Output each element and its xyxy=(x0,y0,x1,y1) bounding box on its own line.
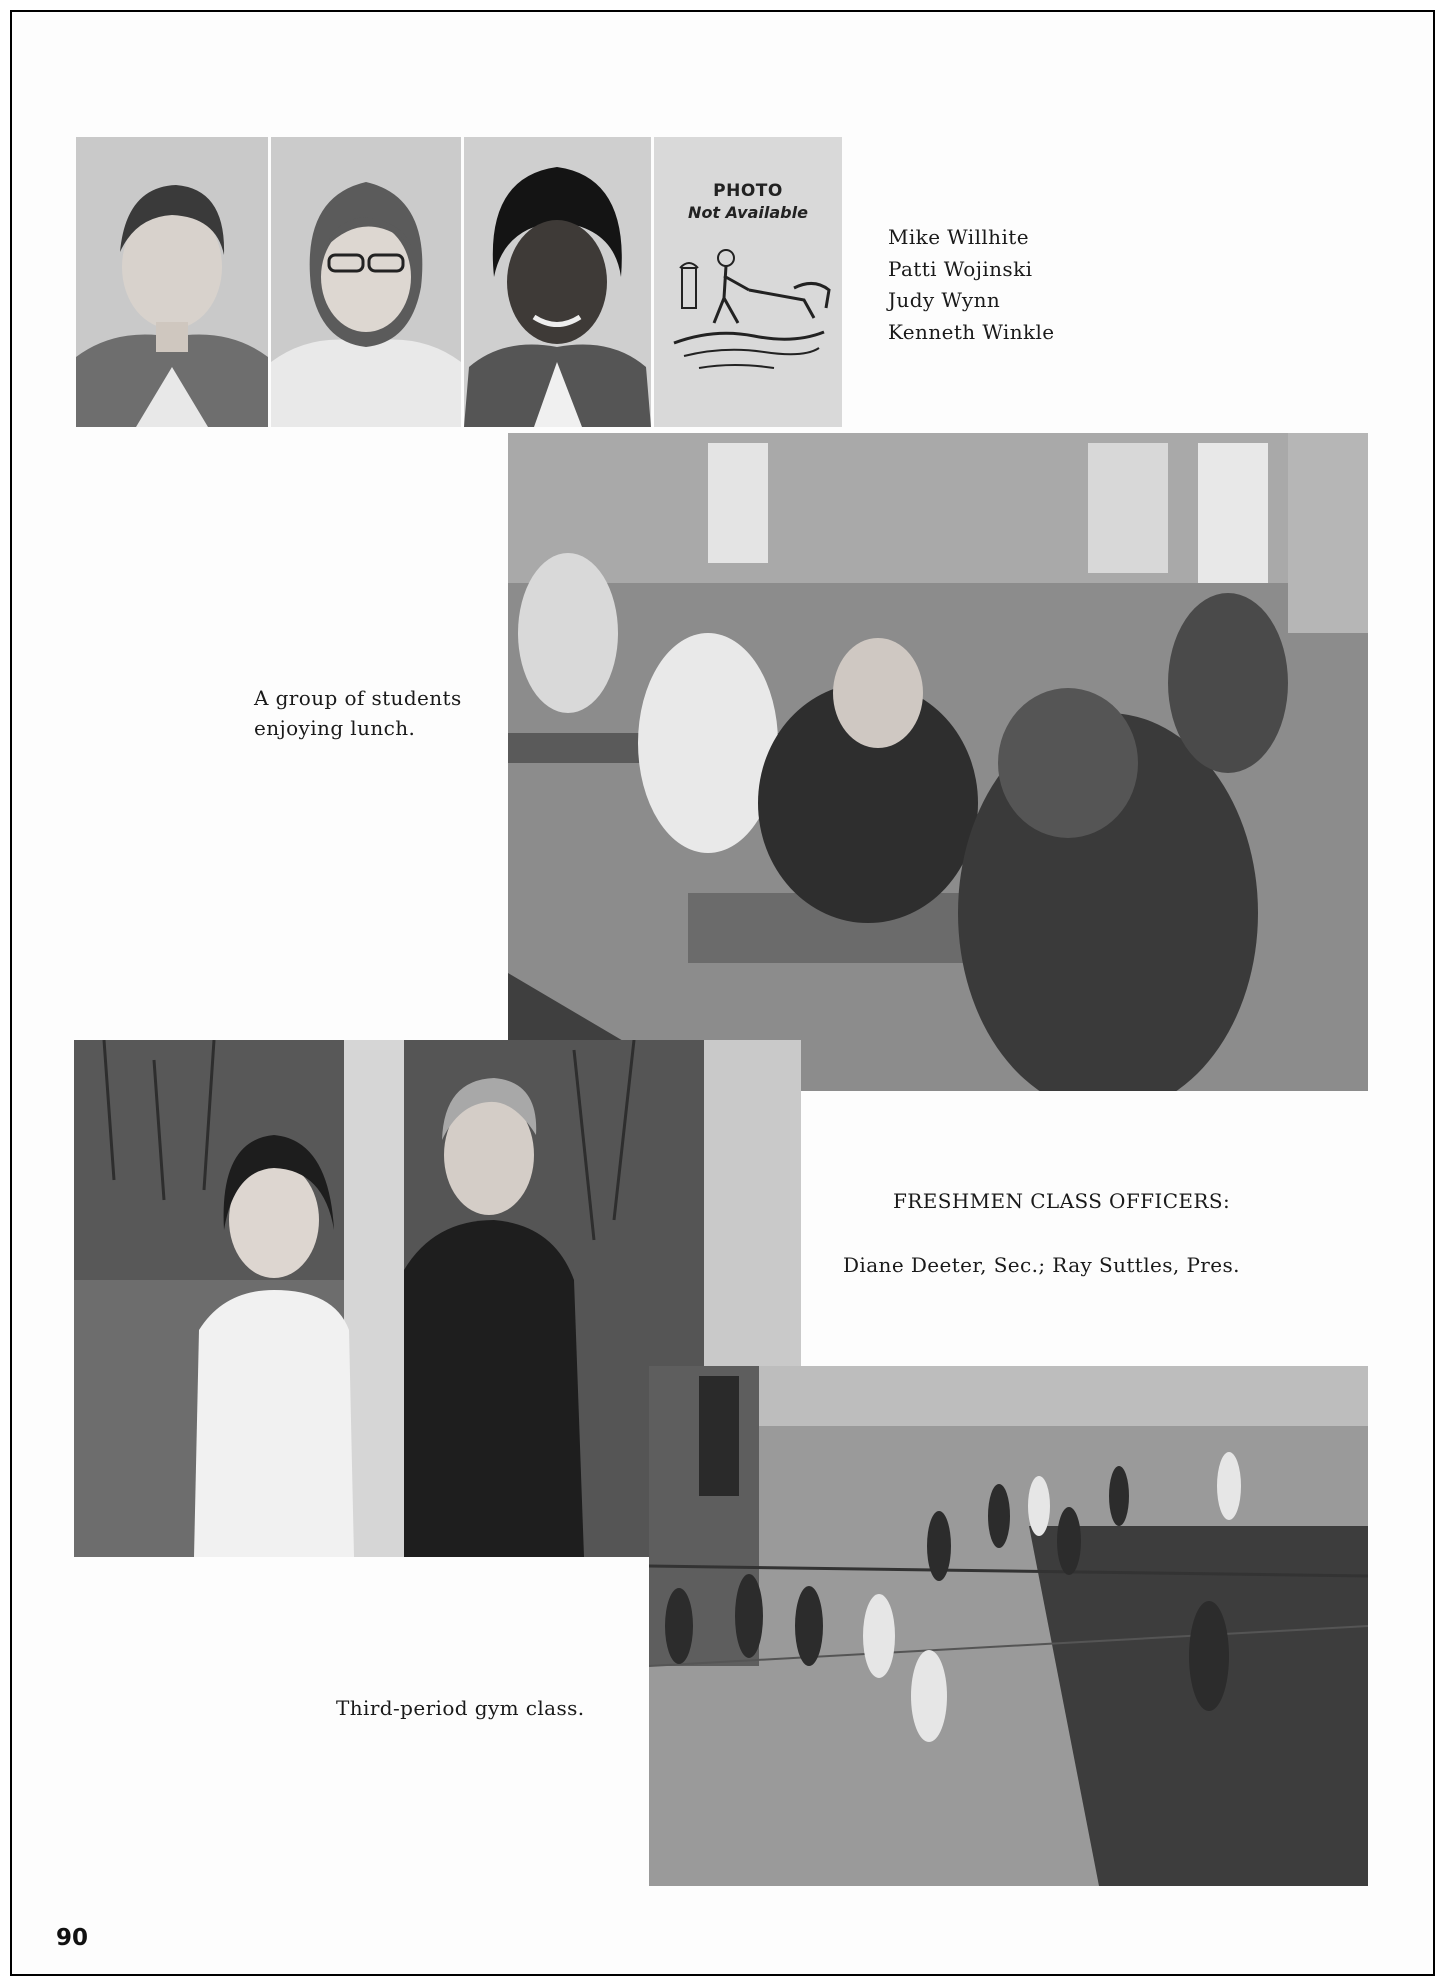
placeholder-subtitle: Not Available xyxy=(688,203,808,222)
officers-title: FRESHMEN CLASS OFFICERS: xyxy=(893,1189,1231,1213)
portrait-names-list xyxy=(888,222,1055,348)
officers-names: Diane Deeter, Sec.; Ray Suttles, Pres. xyxy=(843,1253,1240,1277)
portrait-photo-2 xyxy=(271,137,461,427)
gym-caption: Third-period gym class. xyxy=(336,1696,585,1720)
gym-class-photo xyxy=(649,1366,1368,1886)
photo-not-available xyxy=(654,137,842,427)
name-1: Mike Willhite xyxy=(888,225,1029,249)
page-number: 90 xyxy=(56,1925,89,1951)
lunch-caption-line-2: enjoying lunch. xyxy=(254,716,416,740)
name-4: Kenneth Winkle xyxy=(888,319,1055,344)
lunch-room-photo xyxy=(508,433,1368,1091)
lunch-caption xyxy=(254,683,462,743)
portrait-photo-1 xyxy=(76,137,268,427)
name-2: Patti Wojinski xyxy=(888,256,1033,281)
lunch-caption-line-1: A group of students xyxy=(254,686,462,710)
farmer-plowing-illustration xyxy=(654,228,842,388)
placeholder-title: PHOTO xyxy=(713,181,783,201)
name-3: Judy Wynn xyxy=(888,288,1001,312)
portrait-photo-3 xyxy=(464,137,651,427)
